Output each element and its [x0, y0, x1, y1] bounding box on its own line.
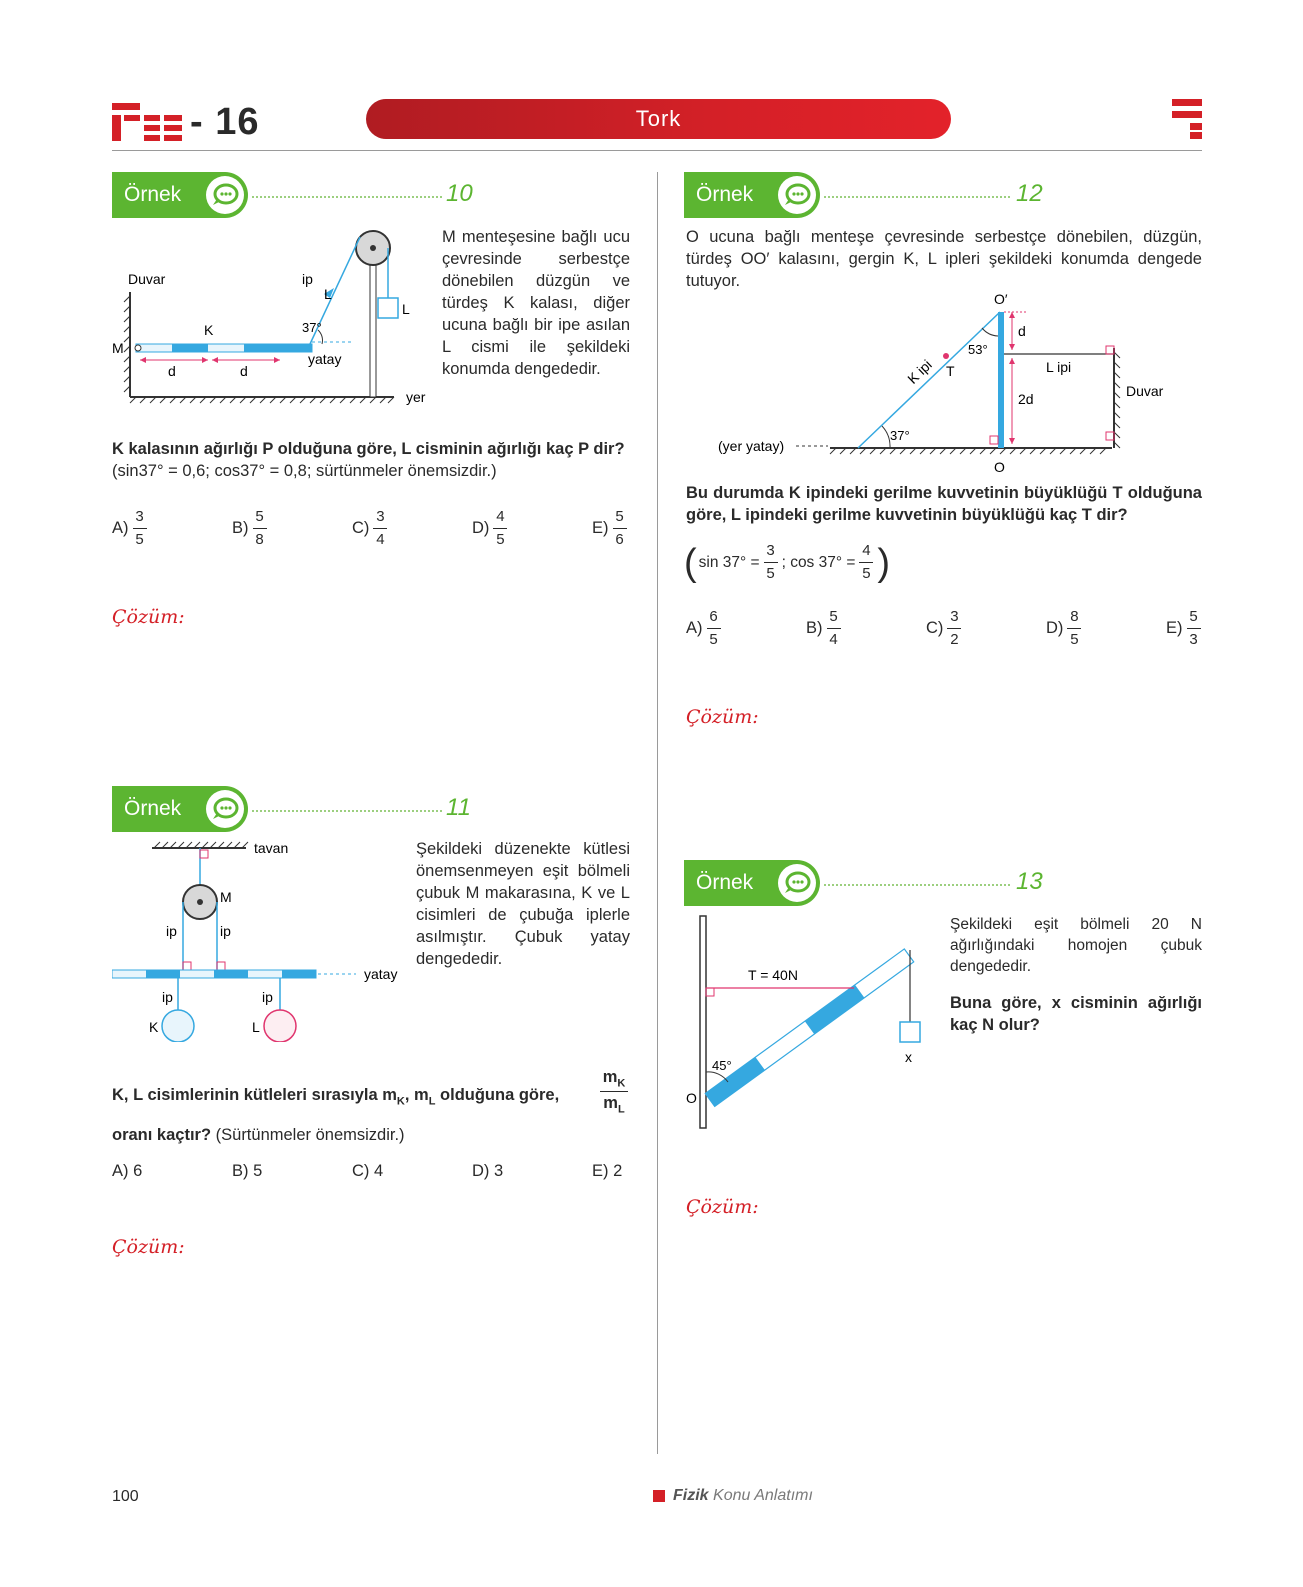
corner-logo-icon	[1172, 99, 1202, 139]
denominator: 5	[1070, 631, 1079, 648]
dim-d2-label: d	[240, 363, 248, 379]
q11-question	[112, 1084, 592, 1112]
solution-label: Çözüm:	[686, 706, 759, 728]
numerator: 5	[615, 508, 624, 525]
q10-figure	[112, 222, 432, 408]
denominator: 5	[862, 565, 871, 582]
q11-figure	[112, 836, 412, 1042]
plank-label: K	[204, 322, 214, 338]
numerator: 3	[766, 542, 775, 559]
faz-logo-icon	[112, 103, 184, 141]
denominator: 5	[709, 631, 718, 648]
brand-bold: Fizik	[673, 1487, 709, 1504]
q11-description: Şekildeki düzenekte kütlesi önemsenmeyen eşit bölmeli çubuk M makarasına, K ve L cisimleri de çubuğa iplerle asılmıştır. Çubuk yatay dengededir.	[416, 840, 630, 968]
page-number: 100	[112, 1488, 139, 1505]
numerator: 4	[862, 542, 871, 559]
ornek-badge	[684, 860, 820, 906]
body-k-label: K	[149, 1019, 159, 1035]
column-divider	[657, 172, 658, 1454]
denominator: 5	[135, 531, 144, 548]
ground-label: (yer yatay)	[718, 438, 785, 454]
header-divider	[112, 150, 1202, 151]
q11-question-part: K, L cisimlerinin kütleleri sırasıyla m	[112, 1086, 397, 1104]
speech-bubble-icon	[778, 176, 816, 214]
hinge-label: O	[686, 1090, 697, 1106]
choice-label: A)	[686, 619, 703, 637]
q11-choice-a[interactable]: A) 6	[112, 1162, 143, 1180]
q11-question-part: , m	[404, 1086, 429, 1104]
choice-fraction	[373, 508, 387, 549]
rope-right-label: ip	[220, 923, 231, 939]
q12-choice-e[interactable]	[1166, 608, 1201, 649]
dotted-rule	[824, 196, 1010, 198]
q12-choice-c[interactable]	[926, 608, 961, 649]
bottom-end-label: O	[994, 459, 1005, 475]
page-section-number: - 16	[190, 100, 260, 143]
brand-rest: Konu Anlatımı	[713, 1487, 813, 1504]
q10-choice-e[interactable]	[592, 508, 627, 549]
q11-choice-d[interactable]: D) 3	[472, 1162, 504, 1180]
q10-choice-a[interactable]	[112, 508, 147, 549]
ratio-denominator: m	[603, 1094, 618, 1113]
body-label: x	[905, 1049, 912, 1065]
q12-choice-b[interactable]	[806, 608, 841, 649]
dotted-rule	[252, 196, 442, 198]
rope-L-label: L	[324, 286, 332, 302]
q12-choice-d[interactable]	[1046, 608, 1081, 649]
numerator: 4	[496, 508, 505, 525]
question-number: 13	[1016, 868, 1043, 895]
note-cos-fraction	[859, 542, 873, 583]
ornek-badge	[112, 786, 248, 832]
numerator: 3	[950, 608, 959, 625]
q11-choice-b[interactable]: B) 5	[232, 1162, 263, 1180]
q13-description: Şekildeki eşit bölmeli 20 N ağırlığındaki homojen çubuk dengededir.	[950, 916, 1202, 975]
choice-fraction	[707, 608, 721, 649]
choice-label: E)	[592, 519, 609, 537]
dim-2d-label: 2d	[1018, 391, 1034, 407]
q11-choice-c[interactable]: C) 4	[352, 1162, 384, 1180]
choice-label: B)	[232, 519, 249, 537]
note-cos: ; cos 37° =	[781, 553, 856, 571]
ornek-badge	[112, 172, 248, 218]
body-l-label: L	[252, 1019, 260, 1035]
denominator: 4	[829, 631, 838, 648]
rope-k-label: K ipi	[904, 356, 935, 387]
numerator: 6	[709, 608, 718, 625]
q12-choice-a[interactable]	[686, 608, 721, 649]
horizontal-label: yatay	[308, 351, 342, 367]
choice-fraction	[1067, 608, 1081, 649]
angle-top-label: 53°	[968, 342, 988, 357]
rope-left-label: ip	[166, 923, 177, 939]
q11-choice-e[interactable]: E) 2	[592, 1162, 623, 1180]
ornek-badge	[684, 172, 820, 218]
solution-label: Çözüm:	[686, 1196, 759, 1218]
top-end-label: O′	[994, 292, 1008, 307]
footer-brand	[653, 1487, 813, 1505]
ratio-denominator-sub: L	[617, 1103, 625, 1116]
choice-fraction	[613, 508, 627, 549]
topic-banner: Tork	[366, 99, 951, 139]
choice-label: C)	[926, 619, 944, 637]
question-number: 11	[446, 794, 471, 821]
red-square-icon	[653, 1490, 665, 1502]
q11-note: (Sürtünmeler önemsizdir.)	[215, 1126, 405, 1144]
subscript-k: K	[396, 1095, 405, 1108]
ornek-label: Örnek	[124, 183, 182, 206]
angle-label: 37°	[302, 320, 322, 335]
body-label: L	[402, 301, 410, 317]
q10-question: K kalasının ağırlığı P olduğuna göre, L cisminin ağırlığı kaç P dir?	[112, 440, 625, 458]
note-sin-fraction	[764, 542, 778, 583]
dotted-rule	[252, 810, 442, 812]
question-number: 12	[1016, 180, 1043, 207]
choice-fraction	[493, 508, 507, 549]
solution-label: Çözüm:	[112, 1236, 185, 1258]
denominator: 6	[615, 531, 624, 548]
solution-label: Çözüm:	[112, 606, 185, 628]
wall-label: Duvar	[1126, 383, 1164, 399]
ornek-label: Örnek	[124, 797, 182, 820]
denominator: 3	[1189, 631, 1198, 648]
denominator: 8	[255, 531, 264, 548]
subscript-l: L	[428, 1095, 436, 1108]
choice-fraction	[1187, 608, 1201, 649]
speech-bubble-icon	[778, 864, 816, 902]
q11-question-end	[112, 1124, 632, 1146]
horizontal-label: yatay	[364, 966, 398, 982]
dotted-rule	[824, 884, 1010, 886]
choice-label: C)	[352, 519, 370, 537]
q13-figure	[684, 912, 940, 1134]
angle-bottom-label: 37°	[890, 428, 910, 443]
ground-label: yer	[406, 389, 426, 405]
denominator: 4	[376, 531, 385, 548]
q10-choice-b[interactable]	[232, 508, 267, 549]
choice-fraction	[253, 508, 267, 549]
choice-fraction	[947, 608, 961, 649]
q11-question-part: oranı kaçtır?	[112, 1126, 212, 1144]
choice-label: A)	[112, 519, 129, 537]
q10-note: (sin37° = 0,6; cos37° = 0,8; sürtünmeler önemsizdir.)	[112, 462, 497, 480]
t-label: T	[946, 363, 955, 379]
ratio-numerator: m	[602, 1068, 618, 1086]
ceiling-label: tavan	[254, 840, 289, 856]
numerator: 8	[1070, 608, 1079, 625]
q12-description: O ucuna bağlı menteşe çevresinde serbestçe dönebilen, düzgün, türdeş OO′ kalasını, gergin K, L ipleri şekildeki konumda dengede tutuyor.	[686, 228, 1202, 290]
hinge-label: M	[112, 340, 124, 356]
denominator: 5	[766, 565, 775, 582]
numerator: 3	[376, 508, 385, 525]
numerator: 3	[135, 508, 144, 525]
angle-label: 45°	[712, 1058, 732, 1073]
dim-d1-label: d	[168, 363, 176, 379]
choice-label: E)	[1166, 619, 1183, 637]
denominator: 2	[950, 631, 959, 648]
denominator: 5	[496, 531, 505, 548]
ornek-label: Örnek	[696, 871, 754, 894]
choice-fraction	[827, 608, 841, 649]
choice-label: B)	[806, 619, 823, 637]
q12-question: Bu durumda K ipindeki gerilme kuvvetinin büyüklüğü T olduğuna göre, L ipindeki gerilme kuvvetinin büyüklüğü kaç T dir?	[686, 484, 1202, 524]
choice-fraction	[133, 508, 147, 549]
rope-k-label: ip	[162, 989, 173, 1005]
q10-choice-c[interactable]	[352, 508, 387, 549]
choice-label: D)	[472, 519, 490, 537]
pulley-label: M	[220, 889, 232, 905]
ornek-label: Örnek	[696, 183, 754, 206]
tension-label: T = 40N	[748, 967, 798, 983]
logo	[112, 100, 259, 144]
speech-bubble-icon	[206, 176, 244, 214]
q11-question-part: olduğuna göre,	[435, 1086, 560, 1104]
numerator: 5	[1189, 608, 1198, 625]
q12-figure	[712, 292, 1192, 478]
q10-choice-d[interactable]	[472, 508, 507, 549]
ratio-numerator-sub: K	[617, 1077, 626, 1090]
q12-note: ( sin 37° = $\frac{3}{5}$ ; cos 37° = $\frac{4}{5}$ )	[684, 541, 891, 584]
dim-d-label: d	[1018, 323, 1026, 339]
rope-label: ip	[302, 271, 313, 287]
note-sin: sin 37° =	[698, 553, 760, 571]
rope-l-label: L ipi	[1046, 359, 1072, 375]
speech-bubble-icon	[206, 790, 244, 828]
q13-question: Buna göre, x cisminin ağırlığı kaç N olur?	[950, 994, 1202, 1034]
rope-l-label: ip	[262, 989, 273, 1005]
numerator: 5	[255, 508, 264, 525]
wall-label: Duvar	[128, 271, 166, 287]
q10-description: M menteşesine bağlı ucu çevresinde serbestçe dönebilen düzgün ve türdeş K kalası, diğer ucuna bağlı bir ipe asılan L cismi ile şekildeki konumda dengededir.	[442, 228, 630, 378]
q11-ratio	[600, 1068, 628, 1116]
numerator: 5	[829, 608, 838, 625]
choice-label: D)	[1046, 619, 1064, 637]
question-number: 10	[446, 180, 473, 207]
